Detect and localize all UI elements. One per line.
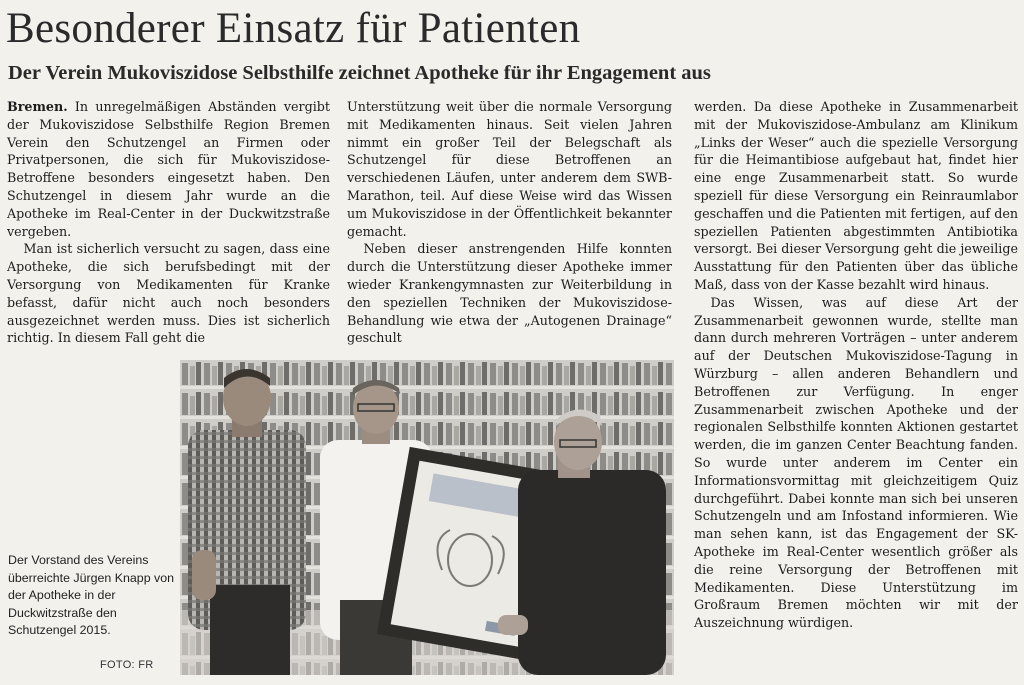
paragraph: werden. Da diese Apotheke in Zusammenarbeit mit der Mukoviszidose-Ambulanz am Klinikum „Links der Weser“ auch die spezielle Versorgung für die Heimantibiose aufgebaut hat, findet hier eine enge Zusammenarbeit statt. So wurde speziell für diese Versorgung ein Reinraumlabor geschaffen und die Patienten mit fertigen, auf den speziellen Patienten abgestimmten Antibiotika versorgt. Bei dieser Versorgung geht die jeweilige Ausstattung für den Patienten über das übliche Maß, dass von der Kasse bezahlt wird hinaus. [694,99,1018,292]
paragraph: Neben dieser anstrengenden Hilfe konnten durch die Unterstützung dieser Apotheke immer wieder Krankengymnasten zur Weiterbildung in den speziellen Techniken der Mukoviszidose-Behandlung wie etwa der „Autogenen Drainage“ geschult [347,241,672,346]
photo-caption: Der Vorstand des Vereins überreichte Jürgen Knapp von der Apotheke in der Duckwitzstraße den Schutzengel 2015. [8,553,175,638]
photo-illustration [180,360,674,675]
headline: Besonderer Einsatz für Patienten [6,5,581,52]
paragraph [7,98,330,240]
paragraph: Unterstützung weit über die normale Versorgung mit Medikamenten hinaus. Seit vielen Jahren nimmt ein großer Teil der Belegschaft als Schutzengel für diese Betroffenen an verschiedenen Läufen, unter anderem dem SWB-Marathon, teil. Auf diese Weise wird das Wissen um Mukoviszidose in der Öffentlichkeit bekannter gemacht. [347,99,672,239]
dateline: Bremen. [7,99,68,114]
paragraph-text: In unregelmäßigen Abständen vergibt der Mukoviszidose Selbsthilfe Region Bremen Verein den Schutzengel an Firmen oder Privatpersonen, die sich für Mukoviszidose-Betroffene besonders eingesetzt haben. Den Schutzengel in diesem Jahr wurde an die Apotheke im Real-Center in der Duckwitzstraße vergeben. [7,99,330,239]
paragraph: Man ist sicherlich versucht zu sagen, dass eine Apotheke, die sich berufsbedingt mit der Versorgung von Medikamenten für Kranke befasst, dafür nicht auch noch besonders ausgezeichnet werden muss. Dies ist sicherlich richtig. In diesem Fall geht die [7,241,330,346]
paragraph: Das Wissen, was auf diese Art der Zusammenarbeit gewonnen wurde, stellte man dann durch mehreren Vorträgen – unter anderem auf der Deutschen Mukoviszidose-Tagung in Würzburg – allen anderen Behandlern und Betroffenen zur Verfügung. In enger Zusammenarbeit zwischen Apotheke und der regionalen Selbsthilfe konnten Aktionen gestartet werden, die im ganzen Center Beachtung fanden. So wurde unter anderem im Center ein Informationsvormittag mit gleichzeitigem Quiz durchgeführt. Dabei konnte man sich bei unseren Schutzengeln und am Infostand informieren. Wie man sehen kann, ist das Engagement der SK-Apotheke im Real-Center wesentlich größer als die reine Versorgung der Betroffenen mit Medikamenten. Diese Unterstützung im Großraum Bremen möchten wir mit der Auszeichnung würdigen. [694,294,1018,631]
article-column-3 [694,98,1018,632]
article-column-1 [7,98,330,347]
subheadline: Der Verein Mukoviszidose Selbsthilfe zeichnet Apotheke für ihr Engagement aus [8,62,711,84]
photo-credit: FOTO: FR [100,659,154,671]
article-column-2 [347,98,672,347]
news-photo [180,360,674,675]
